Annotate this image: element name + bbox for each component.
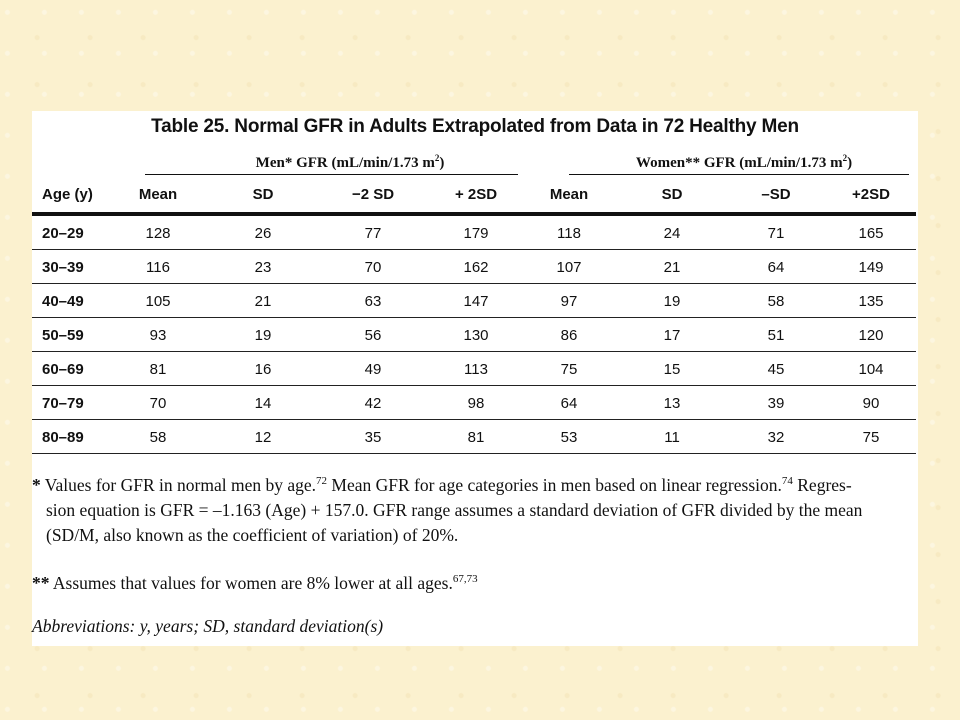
table-cell: 64: [560, 395, 578, 412]
table-cell: 26: [254, 225, 272, 242]
col-header-women-minussd: –SD: [761, 186, 791, 203]
row-divider: [32, 385, 916, 386]
table-cell: 13: [663, 395, 681, 412]
table-cell: 179: [463, 225, 489, 242]
table-cell: 118: [557, 225, 581, 242]
table-cell: 93: [149, 327, 167, 344]
row-divider: [32, 283, 916, 284]
table-cell: 120: [858, 327, 884, 344]
footnote-women-marker: **: [32, 572, 50, 593]
table-cell: 128: [145, 225, 171, 242]
footnote-men-text-3: Regres-: [792, 474, 852, 495]
footnote-men-marker: *: [32, 474, 41, 495]
men-group-sup: 2: [434, 153, 440, 163]
row-divider: [32, 419, 916, 420]
abbreviations-note: Abbreviations: y, years; SD, standard deviation(s): [32, 616, 384, 636]
footnote-men-line-2: sion equation is GFR = –1.163 (Age) + 157.0. GFR range assumes a standard deviation of GFR divided by the mean: [46, 499, 863, 520]
col-header-women-sd: SD: [661, 186, 683, 203]
table-cell: 70: [149, 395, 167, 412]
table-cell: 15: [663, 361, 681, 378]
table-cell: 81: [467, 429, 485, 446]
footnote-men-text-1: Values for GFR in normal men by age.: [40, 474, 317, 495]
row-age-label: 60–69: [42, 361, 84, 378]
table-cell: 12: [254, 429, 272, 446]
col-header-age: Age (y): [42, 186, 93, 203]
row-divider: [32, 453, 916, 454]
table-cell: 98: [467, 395, 485, 412]
row-age-label: 50–59: [42, 327, 84, 344]
table-cell: 19: [663, 293, 681, 310]
table-cell: 23: [254, 259, 272, 276]
table-cell: 77: [364, 225, 382, 242]
table-cell: 39: [767, 395, 785, 412]
table-cell: 116: [146, 259, 170, 276]
row-divider: [32, 317, 916, 318]
table-cell: 113: [464, 361, 488, 378]
table-cell: 130: [463, 327, 489, 344]
table-title: Table 25. Normal GFR in Adults Extrapolated from Data in 72 Healthy Men: [151, 116, 799, 137]
women-group-header: [584, 153, 904, 172]
row-age-label: 20–29: [42, 225, 84, 242]
footnote-women: [32, 567, 916, 596]
men-group-header: [180, 153, 520, 172]
table-cell: 70: [364, 259, 382, 276]
table-cell: 11: [664, 429, 680, 446]
footnote-men-line-3: (SD/M, also known as the coefficient of variation) of 20%.: [46, 524, 459, 545]
table-cell: 81: [149, 361, 167, 378]
men-group-label: Men* GFR (mL/min/1.73 m: [255, 155, 435, 171]
table-cell: 35: [364, 429, 382, 446]
table-cell: 107: [556, 259, 582, 276]
table-cell: 162: [463, 259, 489, 276]
table-cell: 58: [149, 429, 167, 446]
table-cell: 53: [560, 429, 578, 446]
table-cell: 135: [858, 293, 884, 310]
women-group-label: Women** GFR (mL/min/1.73 m: [635, 155, 843, 171]
table-cell: 71: [767, 225, 785, 242]
table-cell: 24: [663, 225, 681, 242]
women-group-rule: [569, 174, 909, 175]
table-cell: 165: [858, 225, 884, 242]
men-group-end: ): [439, 155, 445, 171]
table-cell: 21: [254, 293, 272, 310]
table-cell: 14: [254, 395, 272, 412]
table-cell: 149: [858, 259, 884, 276]
col-header-men-sd: SD: [252, 186, 274, 203]
row-age-label: 80–89: [42, 429, 84, 446]
table-cell: 75: [560, 361, 578, 378]
row-age-label: 70–79: [42, 395, 84, 412]
table-cell: 42: [364, 395, 382, 412]
table-cell: 64: [767, 259, 785, 276]
col-header-men-mean: Mean: [138, 186, 178, 203]
row-divider: [32, 249, 916, 250]
footnote-women-text: Assumes that values for women are 8% lower at all ages.: [49, 572, 453, 593]
table-cell: 56: [364, 327, 382, 344]
table-cell: 32: [767, 429, 785, 446]
table-cell: 97: [560, 293, 578, 310]
col-header-women-mean: Mean: [549, 186, 589, 203]
table-cell: 19: [254, 327, 272, 344]
table-cell: 51: [767, 327, 785, 344]
table-cell: 104: [858, 361, 884, 378]
table-cell: 17: [663, 327, 681, 344]
footnote-men-ref-2: 74: [781, 475, 793, 487]
col-header-women-plus2sd: +2SD: [852, 186, 890, 203]
table-cell: 105: [145, 293, 171, 310]
table-cell: 86: [560, 327, 578, 344]
men-group-rule: [145, 174, 518, 175]
table-cell: 58: [767, 293, 785, 310]
table-cell: 63: [364, 293, 382, 310]
footnote-men: [32, 469, 916, 548]
col-header-men-plus2sd: + 2SD: [454, 186, 498, 203]
table-cell: 49: [364, 361, 382, 378]
table-cell: 16: [254, 361, 272, 378]
row-age-label: 30–39: [42, 259, 84, 276]
table-cell: 147: [463, 293, 489, 310]
row-divider: [32, 351, 916, 352]
header-rule: [32, 212, 916, 216]
table-cell: 45: [767, 361, 785, 378]
table-cell: 21: [663, 259, 681, 276]
footnote-men-ref-1: 72: [316, 475, 328, 487]
footnote-men-text-2: Mean GFR for age categories in men based on linear regression.: [327, 474, 782, 495]
table-document: [32, 111, 918, 646]
footnote-women-ref: 67,73: [452, 573, 478, 585]
table-cell: 90: [862, 395, 880, 412]
women-group-sup: 2: [842, 153, 848, 163]
table-cell: 75: [862, 429, 880, 446]
women-group-end: ): [847, 155, 853, 171]
row-age-label: 40–49: [42, 293, 84, 310]
col-header-men-minus2sd: −2 SD: [351, 186, 395, 203]
